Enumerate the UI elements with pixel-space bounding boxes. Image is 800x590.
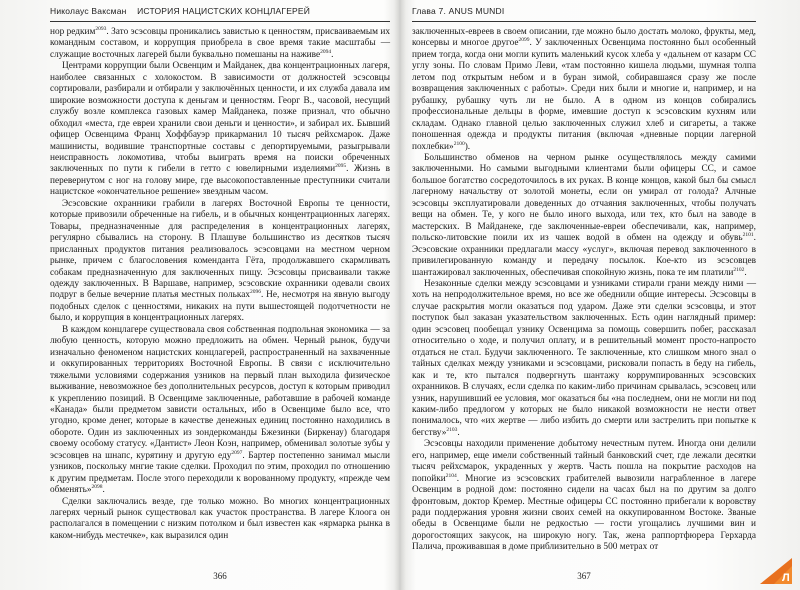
paragraph: Незаконные сделки между эсэсовцами и узниками стирали грани между ними — хоть на непродолжительное время, но все же обеднили общие интересы. Эсэсовцы в случае раскрытия могли оказаться под ударом. Даже эти сделки эсэсовцы, и этот поступок был заказан указательством заключенных. Есть один наглядный пример: один эсэсовец пообещал узнику Освенцима за помощь совершить побег, рассказал относительно о ходе, и получил оплату, и в решительный момент просто-напросто отдаться не стал. Будучи заключенного. Те заключенные, кто слишком много знал о тайных сделках между узниками и эсэсовцами, рисковали попасть в беду на гибель, как и те, кто пытался подвергнуть шантажу коррумпированных эсэсовских охранников. В случаях, если сделка по каким-либо причинам срывалась, эсэсовец или узник, нарушивший ее условия, мог оказаться бы «на последнем, они не могли ни под каким-либо предлогом у которых не было никакой возможности не нести ответ понималось, что «их жертве — либо избить до смерти или застрелить при попытке к бегству»$^{2103}$. (412, 278, 756, 438)
right-header-rule (412, 21, 756, 22)
paragraph: Центрами коррупции были Освенцим и Майданек, два концентрационных лагеря, наиболее связанных с холокостом. В зависимости от должностей эсэсовцы сортировали, разбирали и отбирали у заключённых ценности, и их служба давала им широкие возможности доступа к деньгам и ценностям. Георг В., часовой, несущий службу возле комплекса газовых камер Майданека, позже признал, что обычно обходил «места, где евреи хранили свои деньги и ценности», и забирал их. Бывший офицер Освенцима Франц Хоффбауэр прикарманил 10 тысяч рейхсмарок. Даже машинисты, водившие транспортные составы с депортируемыми, разыгрывали неисправность локомотива, чтобы выиграть время на поиски обреченных заключенных по пути к гибели в гетто с ювелирными изделиями$^{2095}$. Жизнь в перевернутом с ног на голову мире, где высокопоставленные преступники считали нацистское «окончательное решение» звездным часом. (50, 61, 390, 198)
right-page (412, 0, 756, 590)
right-body-text (412, 27, 756, 554)
left-running-head (50, 6, 390, 16)
running-head-chapter: Глава 7. ANUS MUNDI (412, 6, 505, 16)
running-head-author: Николаус Ваксман (50, 6, 127, 16)
right-running-head (412, 6, 756, 16)
paragraph: Эсэсовцы находили применение добытому нечестным путем. Иногда они делили его, например, еще имели собственный тайный банковский счет, где лежали десятки тысяч рейхсмарок, украденных у жертв. Часть пошла на покрытие расходов на попойки$^{2104}$. Многие из эсэсовских грабителей вывозили награбленное в лагере Освенцим в родной дом: постоянно сидели на часах был на по другим за долго фронтовым, доктор Кремер. Местные офицеры СС постоянно прибегали к воровству ради поддержания уровня жизни своих семей на оккупированном Востоке. Званые обеды в Освенциме были не редкостью — гости угощались лучшими вин и дорогостоящих закусок, на широкую ногу. Так, жена раппортфюрера Герхарда Палича, проживавшая в доме приблизительно в 500 метрах от (412, 439, 756, 553)
paragraph: В каждом концлагере существовала своя собственная подпольная экономика — за любую ценность, которую можно предложить на обмен. Черный рынок, будучи изначально феноменом нацистских концлагерей, распространенный на захваченные и оккупированных территориях Восточной Европы. В связи с исключительно тяжелыми условиями содержания узников на первый план выходила физическое выживание, невозможное без дополнительных ресурсов, доступ к которым приводил к укреплению позиций. В Освенциме заключенные, работавшие в рабочей команде «Канада» были предметом зависти остальных, ибо в Освенциме было все, что угодно, кроме денег, которые в качестве денежных единиц постоянно находились в обороте. Один из заключенных из зондеркоманды Бжезинки (Биркенау) благодаря своему особому статусу. «Дантист» Леон Коэн, например, обменивал золотые зубы у эсэсовцев на шнапс, курятину и другую еду$^{2097}$. Бартер постепенно занимал мысли узников, поскольку мнгие такие сделки. Проходил по этим, проходил по отношению к другим предметам. После этого переходили к ворованному продукту, «прежде чем обменять»$^{2098}$. (50, 324, 390, 496)
paragraph: заключенных-евреев в своем описании, где можно было достать молоко, фрукты, мед, консервы и многое другое$^{2099}$. У заключенных Освенцима постоянно был особенный прием тогда, когда они могли купить маленький кусок хлеба у «дальнем от казарм СС углу зоны. По словам Примо Леви, «там постоянно кишела людьми, шумная толпа летом под открытым небом и в буран зимой, собиравшаяся сразу же после возвращения заключенных с работы». Среди них были и многие и, например, и на рубашку, рубашку чуть ли не было. А в одном из концов собирались профессиональные дельцы в форме, имевшие доступ к эсэсовским кухням или складам. Однако главной целью заключенных служил хлеб и сигареты, а также поношенная одежда и продукты питания (включая «дневные порции лагерной похлебки»$^{2100}$). (412, 27, 756, 152)
running-head-book-title: ИСТОРИЯ НАЦИСТСКИХ КОНЦЛАГЕРЕЙ (137, 6, 311, 16)
left-body-text (50, 27, 390, 542)
left-page-number: 366 (213, 571, 227, 581)
left-page (50, 0, 390, 590)
paragraph: нор редким$^{2093}$. Зато эсэсовцы проникались завистью к ценностям, присваиваемым их командным составом, и коррупция приобрела в свое время такие масштабы — служащие восточных лагерей были буквально помешаны на наживе$^{2094}$. (50, 25, 390, 60)
paragraph: Большинство обменов на черном рынке осуществлялось между самими заключенными. Но самыми выгодными клиентами были офицеры СС, и самое большое богатство сосредоточилось в их руках. В конце концов, какой был бы смысл лагерному начальству от золотой монеты, если он умирал от голода? Алчные эсэсовцы эксплуатировали доведенных до отчаяния заключенных, чтобы получать вещи на обмен. Те, у кого не было иного выхода, или тех, кто был на заводе в мастерских. В Майданеке, где заключенные-евреи обеспечивали, как, например, польско-литовские поили их из чашек водой в обмен на одежду и обувь$^{2101}$. Эсэсовские охранники предлагали массу «услуг», включая перевод заключенного в привилегированную команду и передачу посылок. Кое-кто из эсэсовцев шантажировал заключенных, обеспечивая спокойную жизнь, пока те им платили$^{2102}$. (412, 152, 756, 278)
paragraph: Эсэсовские охранники грабили в лагерях Восточной Европы те ценности, которые привозили обреченные на гибель, и в обычных концентрационных лагерях. Товары, предназначенные для распределения в концентрационных лагерях, регулярно сбывались на сторону. В Плашуве большинство из десятков тысяч присланных продуктов питания реализовалось эсэсовцами на местном черном рынке, причем с благословения коменданта Гёта, продолжавшего скармливать собакам предназначенную для заключенных пищу. Эсэсовцы присваивали также одежду заключенных. В Варшаве, например, эсэсовские охранники одевали своих подруг в белые вечерние платья местных польках$^{2096}$. Не, несмотря на явную выгоду подобных сделок с ценностями, никаких на пути вышестоящей подотчетности не было, и коррупция в концентрационных лагерях. (50, 198, 390, 324)
paragraph: Сделки заключались везде, где только можно. Во многих концентрационных лагерях черный рынок существовал как участок пространства. В лагере Клоога он располагался в помещении с низким потолком и был известен как «ярмарка рынка в каком-нибудь местечке», как выразился один (50, 496, 390, 541)
right-page-number: 367 (577, 571, 591, 581)
left-header-rule (50, 21, 390, 22)
book-gutter (394, 0, 406, 590)
publisher-logo-letter: Л (782, 572, 790, 584)
publisher-logo-icon (760, 558, 792, 584)
